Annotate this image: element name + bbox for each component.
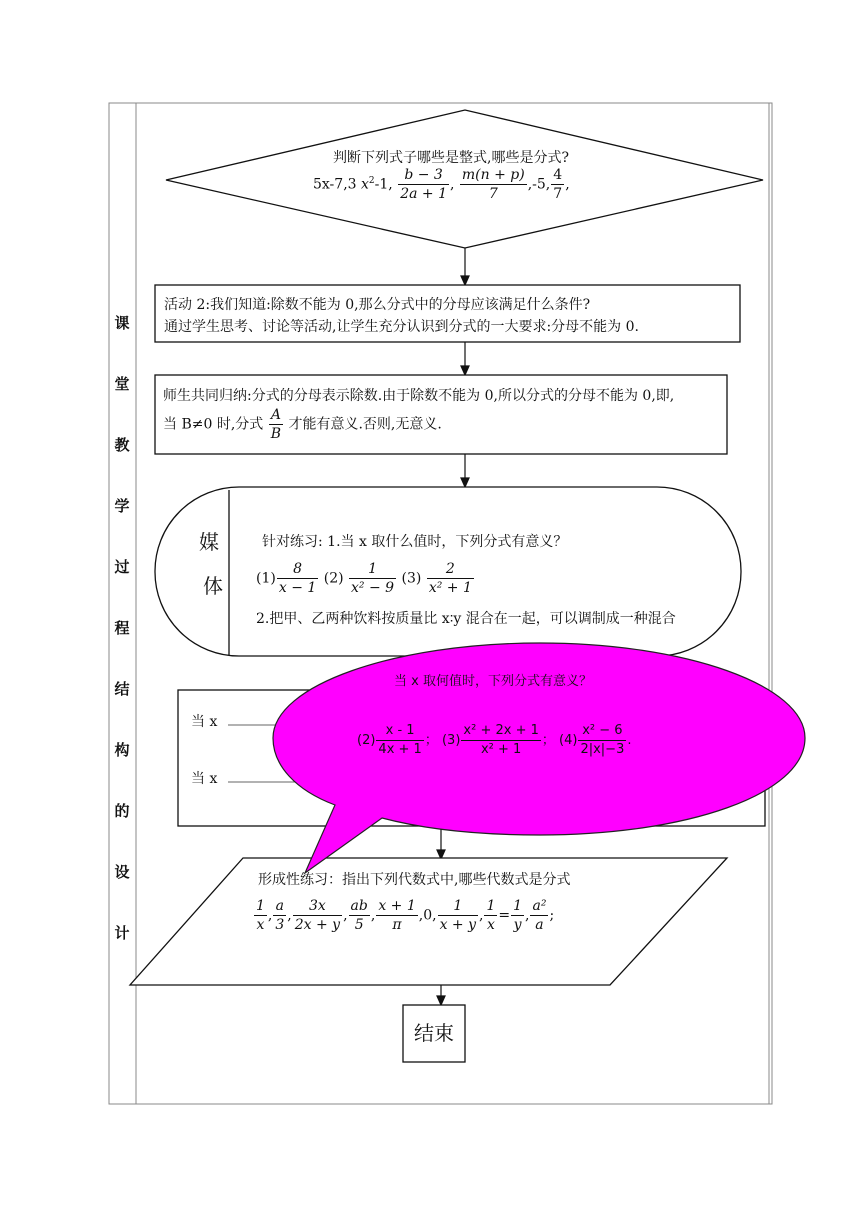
denominator: x² − 9 [351,580,395,596]
numerator: 3x [293,897,342,916]
numerator: x - 1 [376,722,423,741]
separator: ； [541,733,555,748]
side-char: 过 [114,558,130,576]
zero: ,0, [418,907,437,924]
expr: , [565,176,570,193]
denominator: x [256,917,265,933]
numerator: x + 1 [378,898,416,914]
denominator: x + y [439,917,476,933]
numerator: 1 [349,560,396,579]
fraction [269,406,283,443]
period: . [627,733,632,748]
denominator: 7 [488,186,498,202]
numerator: x² + 2x + 1 [461,722,540,741]
activity-line-1: 活动 2:我们知道:除数不能为 0,那么分式中的分母应该满足什么条件? [164,297,591,313]
numerator: x² − 6 [578,722,626,741]
numerator: a² [532,898,547,914]
numerator: 1 [486,898,496,914]
numerator: m(n + p) [461,167,525,183]
denominator: 4x + 1 [378,742,422,757]
numerator: 8 [277,560,318,579]
side-char: 程 [114,619,130,637]
summary-line-2 [163,406,442,443]
fraction [254,897,267,934]
fraction [427,560,474,597]
summary-text: 当 B≠0 时,分式 [163,416,264,433]
side-char: 计 [114,924,130,942]
fraction [438,897,478,934]
separator: ； [424,733,438,748]
practice-question-2: 2.把甲、乙两种饮料按质量比 x∶y 混合在一起，可以调制成一种混合 [256,611,676,627]
label: (3) [441,733,461,748]
numerator: 1 [256,898,265,914]
label: (1) [256,570,276,587]
fraction [293,897,342,934]
semicolon: ; [549,907,555,924]
fraction [551,166,564,203]
fraction [578,722,626,759]
denominator: x [486,917,495,933]
label: (2) [357,733,376,748]
denominator: a [535,917,544,933]
side-char: 教 [114,436,130,454]
blank-label: 当 x [191,771,218,787]
numerator: b − 3 [398,166,449,185]
end-label: 结束 [414,1021,454,1045]
denominator: 7 [553,186,563,202]
blank-label: 当 x [191,714,218,730]
media-label: 体 [203,574,223,598]
diamond-question: 判断下列式子哪些是整式,哪些是分式? [333,150,569,166]
label: (4) [559,733,578,748]
fraction [349,897,370,934]
expr-sup: 2 [368,175,375,186]
summary-line-1: 师生共同归纳:分式的分母表示除数.由于除数不能为 0,所以分式的分母不能为 0,即, [163,388,675,404]
fraction [511,897,524,934]
diamond-expressions: 5x-7,3 $x^2-1$, $\frac{b - 3}{2a + 1}$ , $\frac{m(n + p)}{7}$ ,-5, $\frac{4}{7}$ , [313,167,570,202]
equals: = [498,907,511,924]
fraction [460,166,527,203]
expr: ,-5, [527,176,551,193]
denominator: B [270,426,282,442]
fraction [273,897,286,934]
fraction [277,560,318,597]
denominator: x² + 1 [428,580,472,596]
numerator: 4 [553,167,563,183]
denominator: x − 1 [278,580,317,596]
denominator: 5 [354,917,364,933]
fraction [484,897,497,934]
denominator: π [392,917,402,933]
fraction [530,897,548,934]
denominator: 2x + y [294,917,341,933]
side-char: 学 [114,497,130,515]
fraction [376,897,417,934]
numerator: A [269,406,283,425]
numerator: a [273,897,286,916]
numerator: 1 [513,898,523,914]
side-char: 的 [114,802,130,820]
side-char: 构 [114,741,130,759]
formative-title: 形成性练习：指出下列代数式中,哪些代数式是分式 [258,872,571,888]
numerator: ab [350,898,368,914]
expr: -1, [374,176,393,193]
side-char: 堂 [114,375,130,393]
denominator: 3 [275,917,285,933]
fraction [398,166,449,203]
numerator: 1 [438,897,478,916]
formative-expressions: $\frac{1}{x}$ , $\frac{a}{3}$ , $\frac{3x}{2x + y}$ , $\frac{ab}{5}$ , $\frac{x + 1}{\pi}$ ,0, $\frac{1}{x + y}$ , $\frac{1}{x}$ = $\frac{1}{y}$ , $\frac{\text{a²}}{a}$ ; [256,898,555,933]
denominator: 2a + 1 [400,186,447,202]
media-label: 媒 [199,530,219,554]
fraction [461,722,540,759]
side-char: 结 [114,680,130,698]
label: (2) [323,570,344,587]
summary-text: 才能有意义.否则,无意义. [288,416,442,433]
side-char: 课 [114,314,130,332]
bubble-fractions [357,722,631,759]
activity-line-2: 通过学生思考、讨论等活动,让学生充分认识到分式的一大要求:分母不能为 0. [164,319,639,335]
practice-fractions [256,560,475,597]
expr: 5x-7,3 [313,176,357,193]
fraction [376,722,423,759]
denominator: y [513,917,522,933]
side-char: 设 [114,863,130,881]
expr-var: x [361,176,369,193]
fraction [349,560,396,597]
denominator: 2|x|−3 [580,742,625,757]
label: (3) [401,570,422,587]
bubble-title: 当 x 取何值时，下列分式有意义？ [394,674,592,689]
denominator: x² + 1 [480,742,522,757]
practice-question-1: 针对练习: 1.当 x 取什么值时，下列分式有意义？ [262,534,568,550]
numerator: 2 [427,560,474,579]
